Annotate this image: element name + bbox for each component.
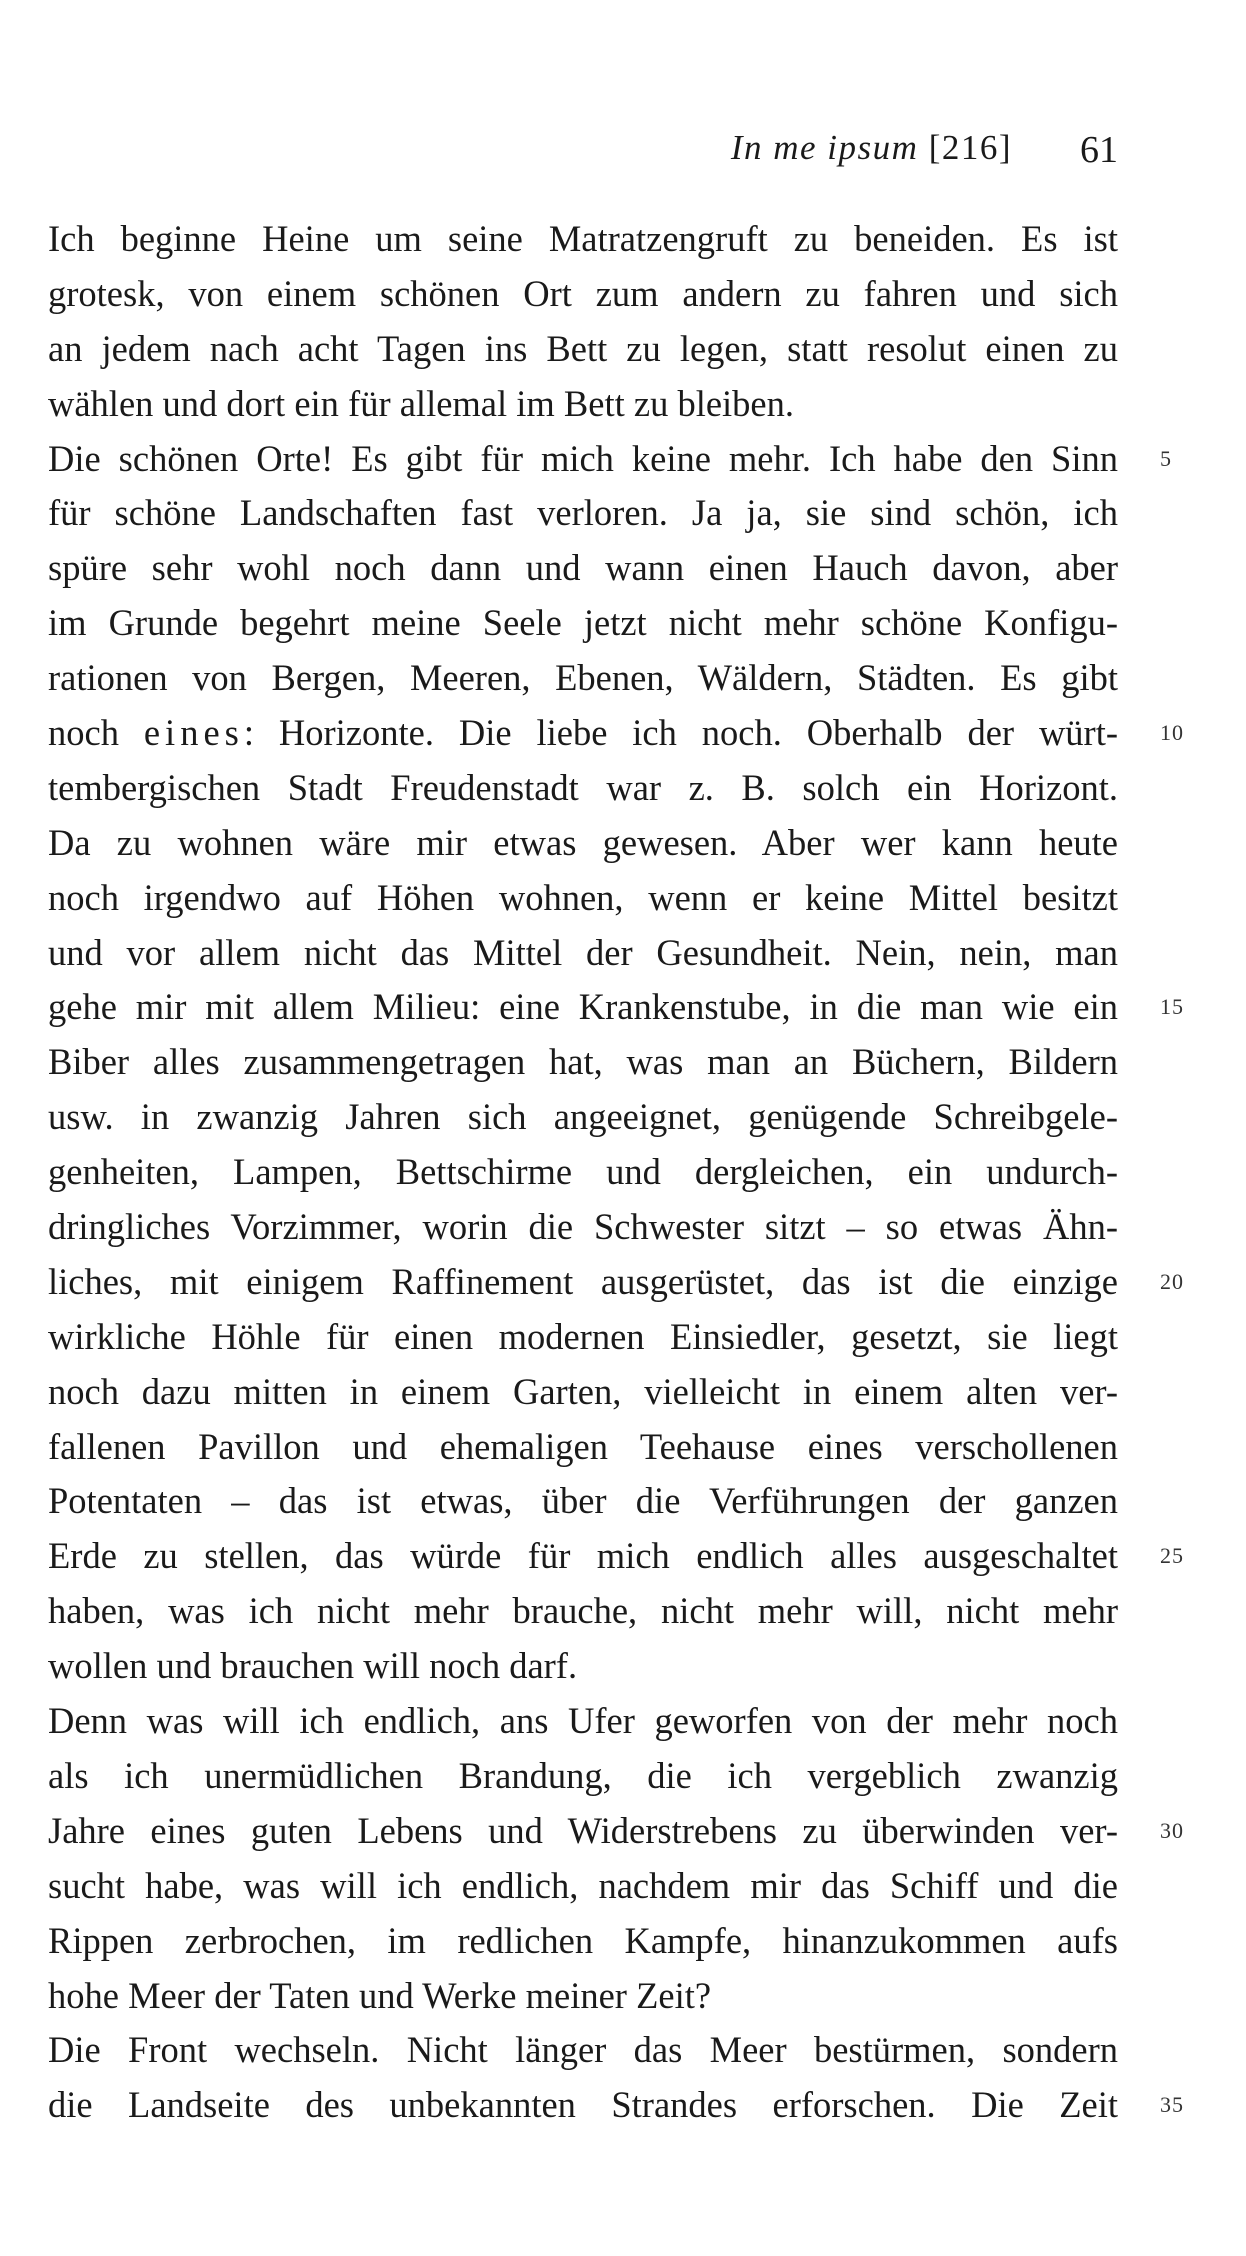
- text-line: [48, 1200, 1118, 1255]
- text-line: [48, 1145, 1118, 1200]
- text-line: [48, 1694, 1118, 1749]
- text-line: [48, 706, 1184, 761]
- running-title-text: In me ipsum: [730, 128, 919, 167]
- text-line: [48, 1529, 1184, 1584]
- line-number: 10: [1160, 720, 1184, 746]
- text-line: [48, 541, 1118, 596]
- line-text: an jedem nach acht Tagen ins Bett zu legen, statt resolut einen zu: [48, 327, 1118, 369]
- line-text: wählen und dort ein für allemal im Bett zu bleiben.: [48, 382, 795, 424]
- line-text: und vor allem nicht das Mittel der Gesundheit. Nein, nein, man: [48, 931, 1118, 973]
- text-line: [48, 1310, 1118, 1365]
- line-number: 20: [1160, 1268, 1184, 1294]
- line-text: hohe Meer der Taten und Werke meiner Zeit?: [48, 1974, 712, 2016]
- text-line: [48, 2078, 1184, 2133]
- text-line: [48, 1035, 1118, 1090]
- text-line: [48, 2023, 1118, 2078]
- text-line: [48, 322, 1118, 377]
- text-line: [48, 486, 1118, 541]
- line-text: im Grunde begehrt meine Seele jetzt nicht mehr schöne Konfigu-: [48, 602, 1118, 644]
- line-text: für schöne Landschaften fast verloren. Ja ja, sie sind schön, ich: [48, 492, 1118, 534]
- line-text: genheiten, Lampen, Bettschirme und dergleichen, ein undurch-: [48, 1151, 1118, 1193]
- text-line: [48, 871, 1118, 926]
- text-line: [48, 1090, 1118, 1145]
- line-text: als ich unermüdlichen Brandung, die ich vergeblich zwanzig: [48, 1754, 1118, 1796]
- text-line: [48, 926, 1118, 981]
- line-text: die Landseite des unbekannten Strandes erforschen. Die Zeit: [48, 2084, 1118, 2126]
- text-line: [48, 1914, 1118, 1969]
- text-line: [48, 980, 1184, 1035]
- text-line: [48, 377, 1118, 432]
- line-text: sucht habe, was will ich endlich, nachdem mir das Schiff und die: [48, 1864, 1118, 1906]
- line-text: wirkliche Höhle für einen modernen Einsiedler, gesetzt, sie liegt: [48, 1315, 1118, 1357]
- line-text: Die Front wechseln. Nicht länger das Meer bestürmen, sondern: [48, 2029, 1118, 2071]
- text-line: [48, 267, 1118, 322]
- text-line: [48, 596, 1118, 651]
- running-header: [48, 128, 1118, 188]
- line-text: dringliches Vorzimmer, worin die Schwester sitzt – so etwas Ähn-: [48, 1206, 1118, 1248]
- text-line: [48, 1474, 1118, 1529]
- line-text: Denn was will ich endlich, ans Ufer geworfen von der mehr noch: [48, 1700, 1118, 1742]
- line-text: Erde zu stellen, das würde für mich endlich alles ausgeschaltet: [48, 1535, 1118, 1577]
- text-line: [48, 432, 1172, 487]
- line-text: tembergischen Stadt Freudenstadt war z. B. solch ein Horizont.: [48, 766, 1118, 808]
- line-text: Die schönen Orte! Es gibt für mich keine mehr. Ich habe den Sinn: [48, 437, 1118, 479]
- line-text: liches, mit einigem Raffinement ausgerüstet, das ist die einzige: [48, 1260, 1118, 1302]
- line-text: : Horizonte. Die liebe ich noch. Oberhalb der würt-: [243, 712, 1119, 754]
- text-line: [48, 761, 1118, 816]
- text-line: [48, 212, 1118, 267]
- line-text: Ich beginne Heine um seine Matratzengruft zu beneiden. Es ist: [48, 218, 1118, 259]
- line-number: 25: [1160, 1543, 1184, 1569]
- body-text: [48, 212, 1184, 2133]
- text-line: [48, 651, 1118, 706]
- line-number: 15: [1160, 994, 1184, 1020]
- text-line: [48, 1639, 1118, 1694]
- line-number: 30: [1160, 1817, 1184, 1843]
- line-text: gehe mir mit allem Milieu: eine Krankenstube, in die man wie ein: [48, 986, 1118, 1028]
- line-number: 5: [1160, 445, 1172, 471]
- line-text: Biber alles zusammengetragen hat, was man an Büchern, Bildern: [48, 1041, 1118, 1083]
- text-line: [48, 1969, 1118, 2024]
- line-text: wollen und brauchen will noch darf.: [48, 1645, 578, 1687]
- line-text: haben, was ich nicht mehr brauche, nicht mehr will, nicht mehr: [48, 1590, 1118, 1632]
- line-text: usw. in zwanzig Jahren sich angeeignet, genügende Schreibgele-: [48, 1096, 1118, 1138]
- line-text-prefix: noch: [48, 712, 144, 754]
- line-text: Potentaten – das ist etwas, über die Verführungen der ganzen: [48, 1480, 1118, 1522]
- line-text: spüre sehr wohl noch dann und wann einen Hauch davon, aber: [48, 547, 1118, 589]
- running-title: [731, 128, 1012, 168]
- text-line: [48, 1420, 1118, 1475]
- line-text: fallenen Pavillon und ehemaligen Teehause eines verschollenen: [48, 1425, 1118, 1467]
- text-line: [48, 1255, 1184, 1310]
- text-line: [48, 1584, 1118, 1639]
- line-number: 35: [1160, 2092, 1184, 2118]
- line-text: noch irgendwo auf Höhen wohnen, wenn er keine Mittel besitzt: [48, 876, 1118, 918]
- line-text: noch dazu mitten in einem Garten, vielleicht in einem alten ver-: [48, 1370, 1118, 1412]
- emphasized-word: eines: [143, 712, 244, 754]
- text-line: [48, 1749, 1118, 1804]
- line-text: grotesk, von einem schönen Ort zum andern zu fahren und sich: [48, 272, 1118, 314]
- entry-reference: [216]: [928, 128, 1012, 167]
- text-line: [48, 1804, 1184, 1859]
- text-line: [48, 1365, 1118, 1420]
- text-line: [48, 1859, 1118, 1914]
- line-text: Da zu wohnen wäre mir etwas gewesen. Aber wer kann heute: [48, 821, 1118, 863]
- line-text: Rippen zerbrochen, im redlichen Kampfe, hinanzukommen aufs: [48, 1919, 1118, 1961]
- text-line: [48, 816, 1118, 871]
- line-text: rationen von Bergen, Meeren, Ebenen, Wäldern, Städten. Es gibt: [48, 657, 1118, 699]
- line-text: Jahre eines guten Lebens und Widerstrebens zu überwinden ver-: [48, 1809, 1118, 1851]
- page-number: 61: [1080, 129, 1118, 171]
